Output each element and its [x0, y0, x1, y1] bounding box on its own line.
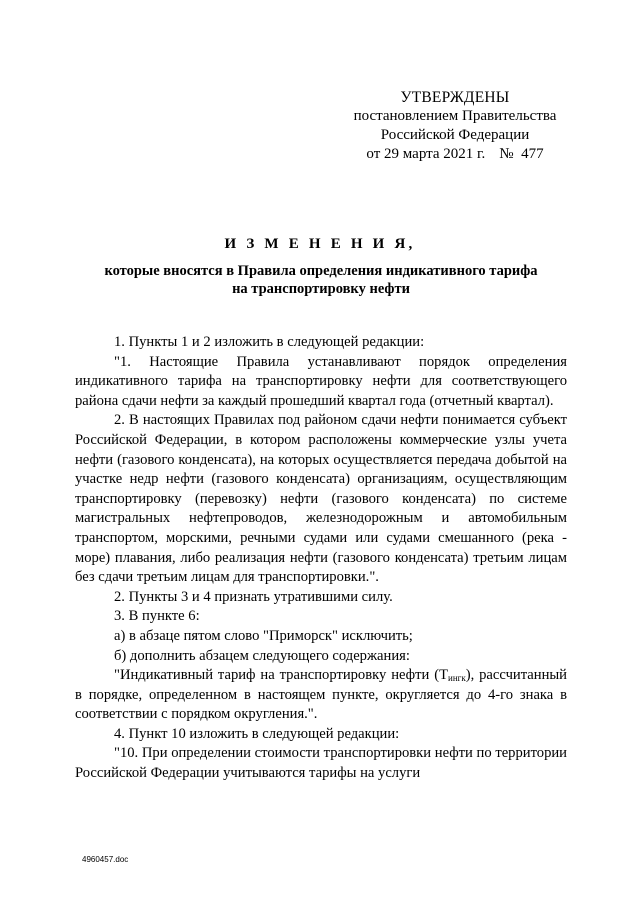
paragraph-7: б) дополнить абзацем следующего содержания:: [114, 647, 410, 664]
paragraph-8-start: "Индикативный тариф на транспортировку нефти (Т: [114, 667, 449, 684]
approval-date-line: [340, 145, 570, 164]
paragraph-9: 4. Пункт 10 изложить в следующей редакции:: [114, 725, 400, 742]
approval-date: от 29 марта 2021 г.: [366, 146, 486, 162]
approval-line-federation: Российской Федерации: [380, 127, 530, 143]
paragraph-10: "10. При определении стоимости транспортировки нефти по территории Российской Федерации учитываются тарифы на услуги: [75, 745, 567, 782]
paragraph-8-end: ), рассчитанный в порядке, определенном в настоящем пункте, округляется до 4-го знака в соответствии с порядком округления.".: [75, 667, 567, 723]
document-title: И З М Е Н Е Н И Я,: [224, 236, 416, 252]
subtitle-line-2: на транспортировку нефти: [232, 281, 410, 297]
approval-block: [340, 88, 570, 164]
paragraph-5: 3. В пункте 6:: [114, 608, 200, 625]
approved-heading: УТВЕРЖДЕНЫ: [400, 89, 510, 106]
paragraph-6: а) в абзаце пятом слово "Приморск" исключить;: [114, 627, 413, 644]
approval-number: 477: [521, 146, 544, 162]
paragraph-4: 2. Пункты 3 и 4 признать утратившими силу.: [114, 588, 393, 605]
paragraph-8: [75, 666, 567, 725]
approval-line-government: постановлением Правительства: [353, 108, 557, 124]
subtitle-line-1: которые вносятся в Правила определения индикативного тарифа: [104, 263, 538, 279]
paragraph-2: "1. Настоящие Правила устанавливают порядок определения индикативного тарифа на транспортировку нефти для соответствующего района сдачи нефти за каждый прошедший квартал года (отчетный квартал).: [75, 353, 567, 409]
document-body: [75, 333, 567, 784]
tariff-subscript: ингк: [448, 673, 466, 684]
paragraph-1: 1. Пункты 1 и 2 изложить в следующей редакции:: [114, 334, 425, 350]
paragraph-3: 2. В настоящих Правилах под районом сдачи нефти понимается субъект Российской Федерации, в котором расположены коммерческие узлы учета нефти (газового конденсата), на которых осуществляется передача добытой на участке недр нефти (газового конденсата) организациям, осуществляющим транспортировку (перевозку) нефти (газового конденсата) по системе магистральных нефтепроводов, железнодорожным и автомобильным транспортом, морскими, речными судами или судами смешанного (река - море) плавания, либо реализация нефти (газового конденсата) третьим лицам без сдачи третьим лицам для транспортировки.".: [75, 412, 567, 586]
file-name-footer: 4960457.doc: [82, 855, 129, 864]
document-subtitle: [75, 262, 567, 298]
number-sign: №: [499, 146, 514, 162]
